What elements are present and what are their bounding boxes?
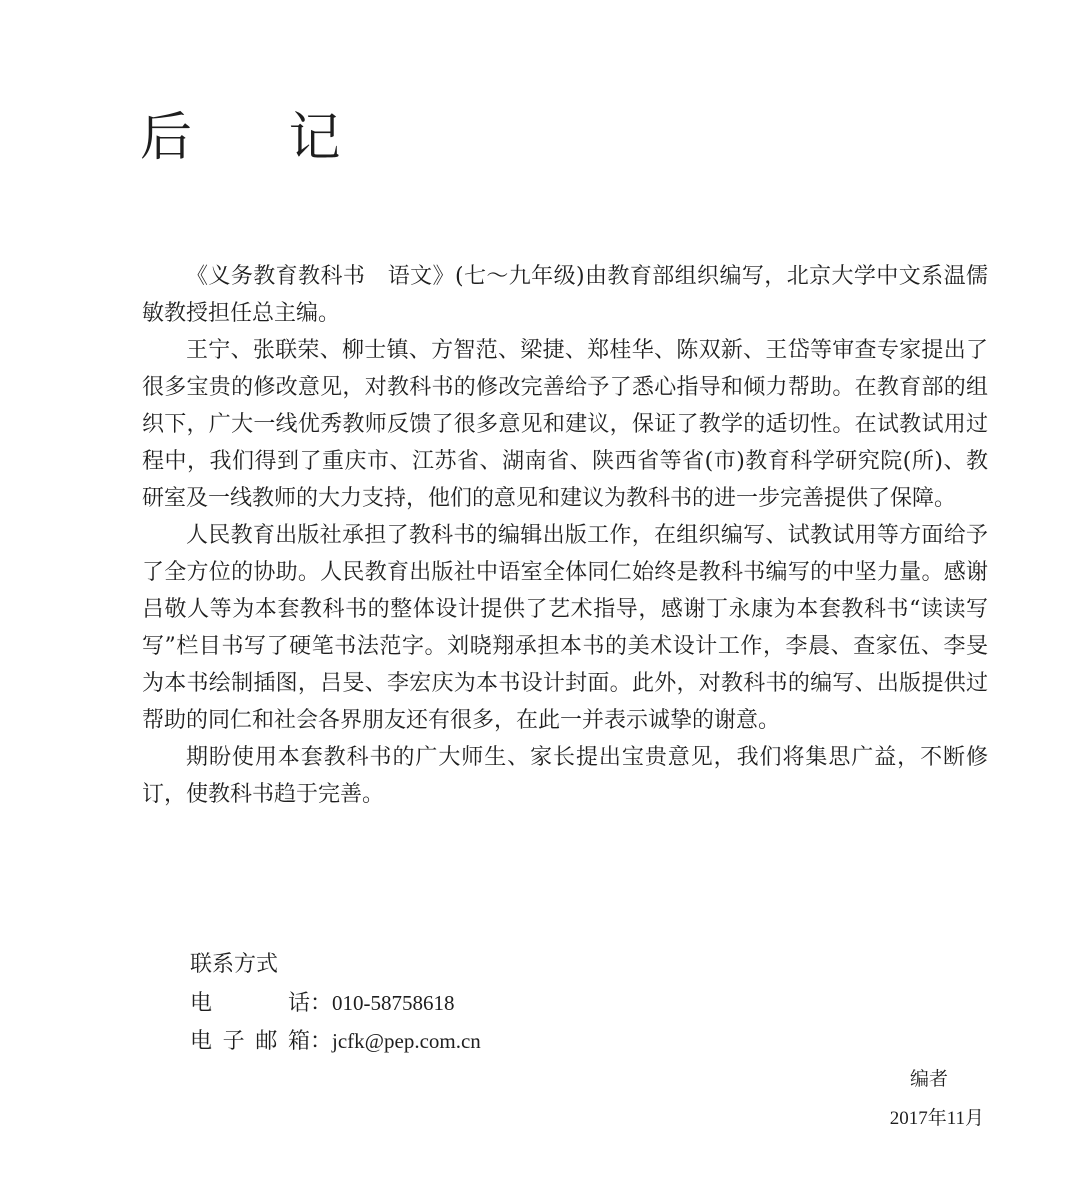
phone-line bbox=[190, 984, 481, 1022]
paragraph: 期盼使用本套教科书的广大师生、家长提出宝贵意见，我们将集思广益，不断修订，使教科书趋于完善。 bbox=[142, 745, 988, 807]
page-title: 后 记 bbox=[140, 108, 381, 168]
email-colon: ： bbox=[310, 1029, 333, 1054]
contact-heading: 联系方式 bbox=[190, 952, 279, 977]
email-address: jcfk@pep.com.cn bbox=[332, 1029, 481, 1053]
paragraph: 王宁、张联荣、柳士镇、方智范、梁捷、郑桂华、陈双新、王岱等审查专家提出了很多宝贵的修改意见，对教科书的修改完善给予了悉心指导和倾力帮助。在教育部的组织下，广大一线优秀教师反馈了很多意见和建议，保证了教学的适切性。在试教试用过程中，我们得到了重庆市、江苏省、湖南省、陕西省等省(市)教育科学研究院(所)、教研室及一线教师的大力支持，他们的意见和建议为教科书的进一步完善提供了保障。 bbox=[142, 338, 988, 511]
afterword-body bbox=[142, 258, 988, 813]
phone-colon: ： bbox=[310, 991, 333, 1016]
phone-label: 电 话 bbox=[190, 991, 310, 1016]
email-line bbox=[190, 1022, 481, 1060]
phone-number: 010-58758618 bbox=[332, 991, 455, 1015]
date: 2017年11月 bbox=[889, 1108, 984, 1129]
paragraph: 《义务教育教科书 语文》(七～九年级)由教育部组织编写，北京大学中文系温儒敏教授担任总主编。 bbox=[142, 264, 988, 326]
contact-info bbox=[190, 946, 481, 1060]
signature: 编者 bbox=[909, 1068, 948, 1090]
email-label: 电子邮箱 bbox=[190, 1029, 310, 1054]
paragraph: 人民教育出版社承担了教科书的编辑出版工作，在组织编写、试教试用等方面给予了全方位的协助。人民教育出版社中语室全体同仁始终是教科书编写的中坚力量。感谢吕敬人等为本套教科书的整体设计提供了艺术指导，感谢丁永康为本套教科书“读读写写”栏目书写了硬笔书法范字。刘晓翔承担本书的美术设计工作，李晨、查家伍、李旻为本书绘制插图，吕旻、李宏庆为本书设计封面。此外，对教科书的编写、出版提供过帮助的同仁和社会各界朋友还有很多，在此一并表示诚挚的谢意。 bbox=[142, 523, 988, 733]
